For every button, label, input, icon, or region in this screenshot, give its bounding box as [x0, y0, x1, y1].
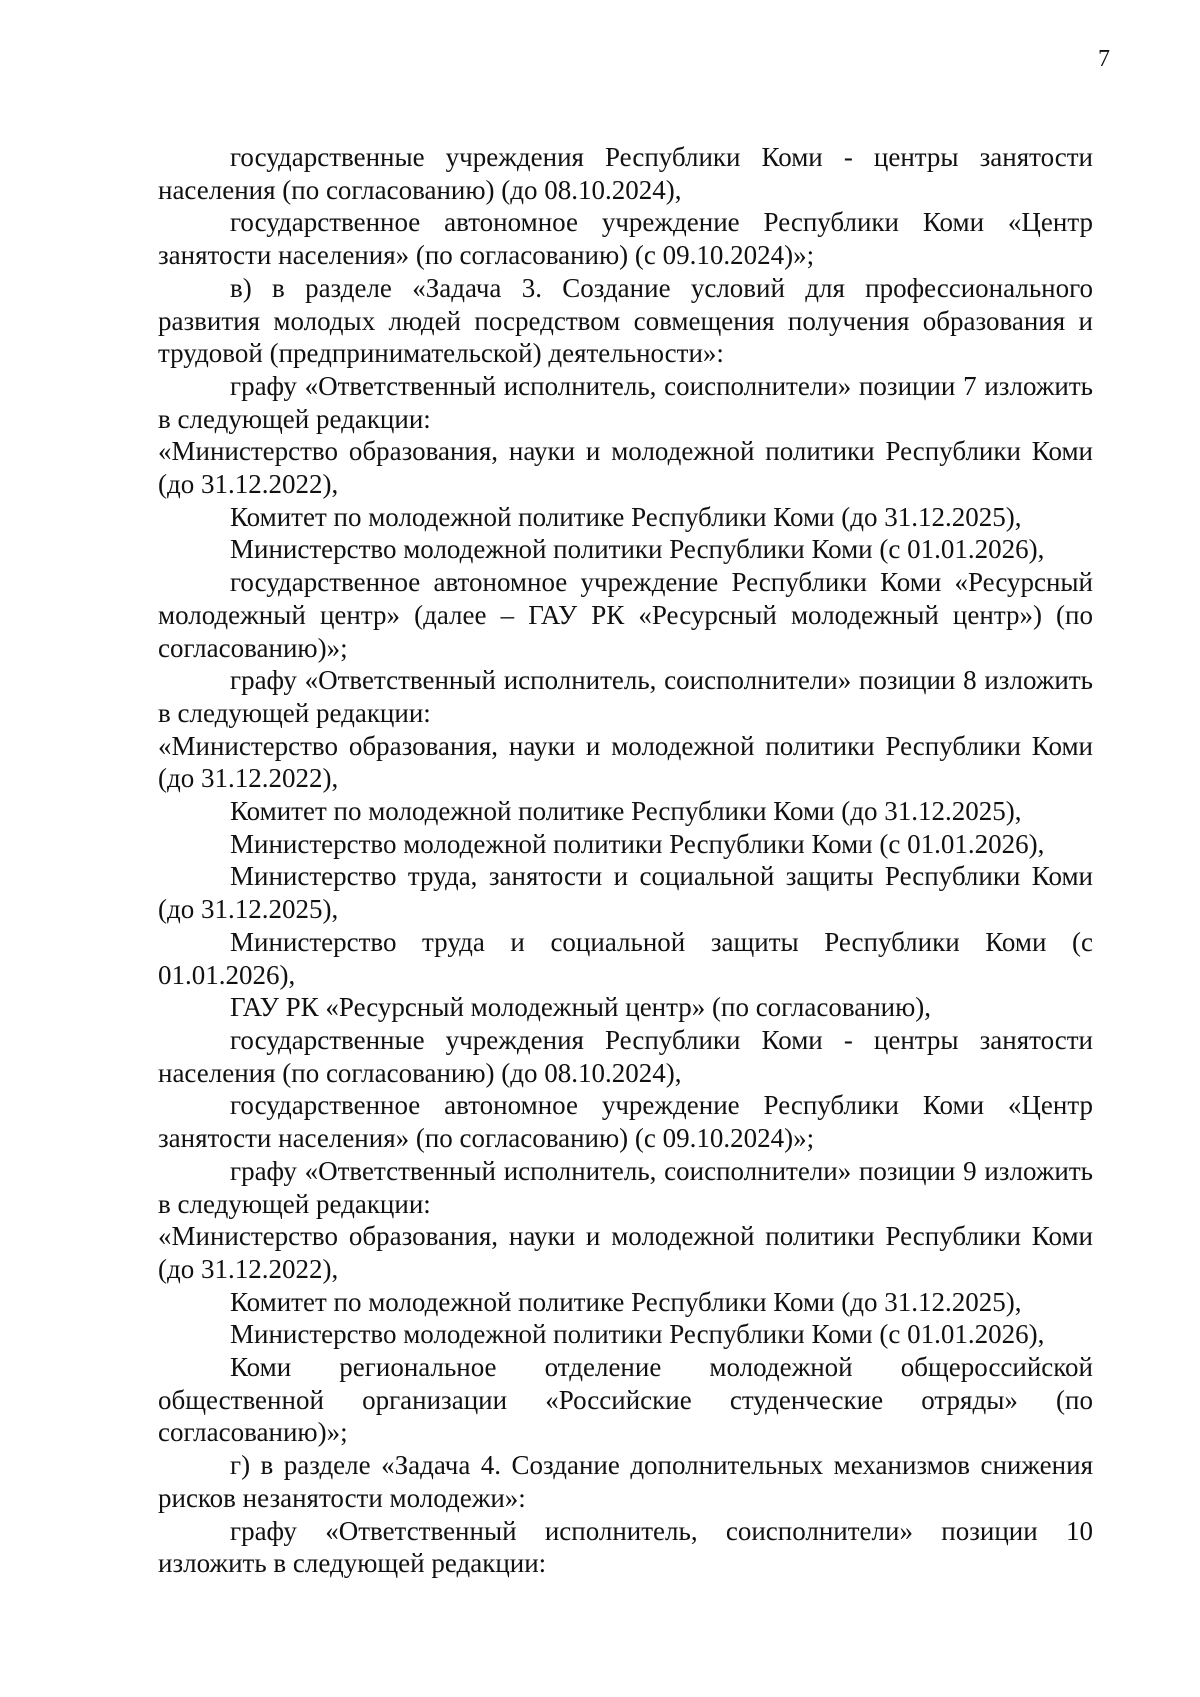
paragraph: в) в разделе «Задача 3. Создание условий для профессионального развития молодых людей посредством совмещения получения образования и трудовой (предпринимательской) деятельности»: [158, 272, 1093, 369]
paragraph: «Министерство образования, науки и молодежной политики Республики Коми (до 31.12.2022), [158, 1221, 1093, 1284]
paragraph: государственные учреждения Республики Коми - центры занятости населения (по согласованию) (до 08.10.2024), [158, 142, 1093, 205]
paragraph: государственное автономное учреждение Республики Коми «Ресурсный молодежный центр» (далее – ГАУ РК «Ресурсный молодежный центр») (по согласованию)»; [158, 567, 1093, 663]
page-number: 7 [1098, 46, 1110, 72]
paragraph: Комитет по молодежной политике Республики Коми (до 31.12.2025), [230, 501, 1022, 532]
paragraph: Коми региональное отделение молодежной общероссийской общественной организации «Российские студенческие отряды» (по согласованию)»; [158, 1352, 1093, 1448]
paragraph: графу «Ответственный исполнитель, соисполнители» позиции 10 изложить в следующей редакции: [158, 1515, 1093, 1579]
paragraph: графу «Ответственный исполнитель, соисполнители» позиции 8 изложить в следующей редакции: [158, 665, 1093, 728]
paragraph: государственные учреждения Республики Коми - центры занятости населения (по согласованию) (до 08.10.2024), [158, 1024, 1093, 1088]
paragraph: Министерство молодежной политики Республики Коми (с 01.01.2026), [230, 828, 1045, 859]
paragraph: государственное автономное учреждение Республики Коми «Центр занятости населения» (по согласованию) (с 09.10.2024)»; [158, 1090, 1093, 1154]
document-body [158, 141, 1093, 1580]
paragraph: г) в разделе «Задача 4. Создание дополнительных механизмов снижения рисков незанятости молодежи»: [158, 1450, 1093, 1513]
paragraph: графу «Ответственный исполнитель, соисполнители» позиции 7 изложить в следующей редакции: [158, 370, 1093, 434]
paragraph: Комитет по молодежной политике Республики Коми (до 31.12.2025), [230, 1286, 1022, 1317]
paragraph: ГАУ РК «Ресурсный молодежный центр» (по согласованию), [230, 992, 932, 1023]
paragraph: графу «Ответственный исполнитель, соисполнители» позиции 9 изложить в следующей редакции: [158, 1155, 1093, 1219]
paragraph: «Министерство образования, науки и молодежной политики Республики Коми (до 31.12.2022), [158, 730, 1093, 794]
paragraph: государственное автономное учреждение Республики Коми «Центр занятости населения» (по согласованию) (с 09.10.2024)»; [158, 207, 1093, 271]
paragraph: Министерство молодежной политики Республики Коми (с 01.01.2026), [230, 534, 1045, 565]
paragraph: Министерство труда и социальной защиты Республики Коми (с 01.01.2026), [158, 926, 1093, 990]
paragraph: Министерство труда, занятости и социальной защиты Республики Коми (до 31.12.2025), [158, 861, 1093, 925]
paragraph: Министерство молодежной политики Республики Коми (с 01.01.2026), [230, 1319, 1045, 1350]
paragraph: Комитет по молодежной политике Республики Коми (до 31.12.2025), [230, 796, 1022, 827]
paragraph: «Министерство образования, науки и молодежной политики Республики Коми (до 31.12.2022), [158, 436, 1093, 500]
